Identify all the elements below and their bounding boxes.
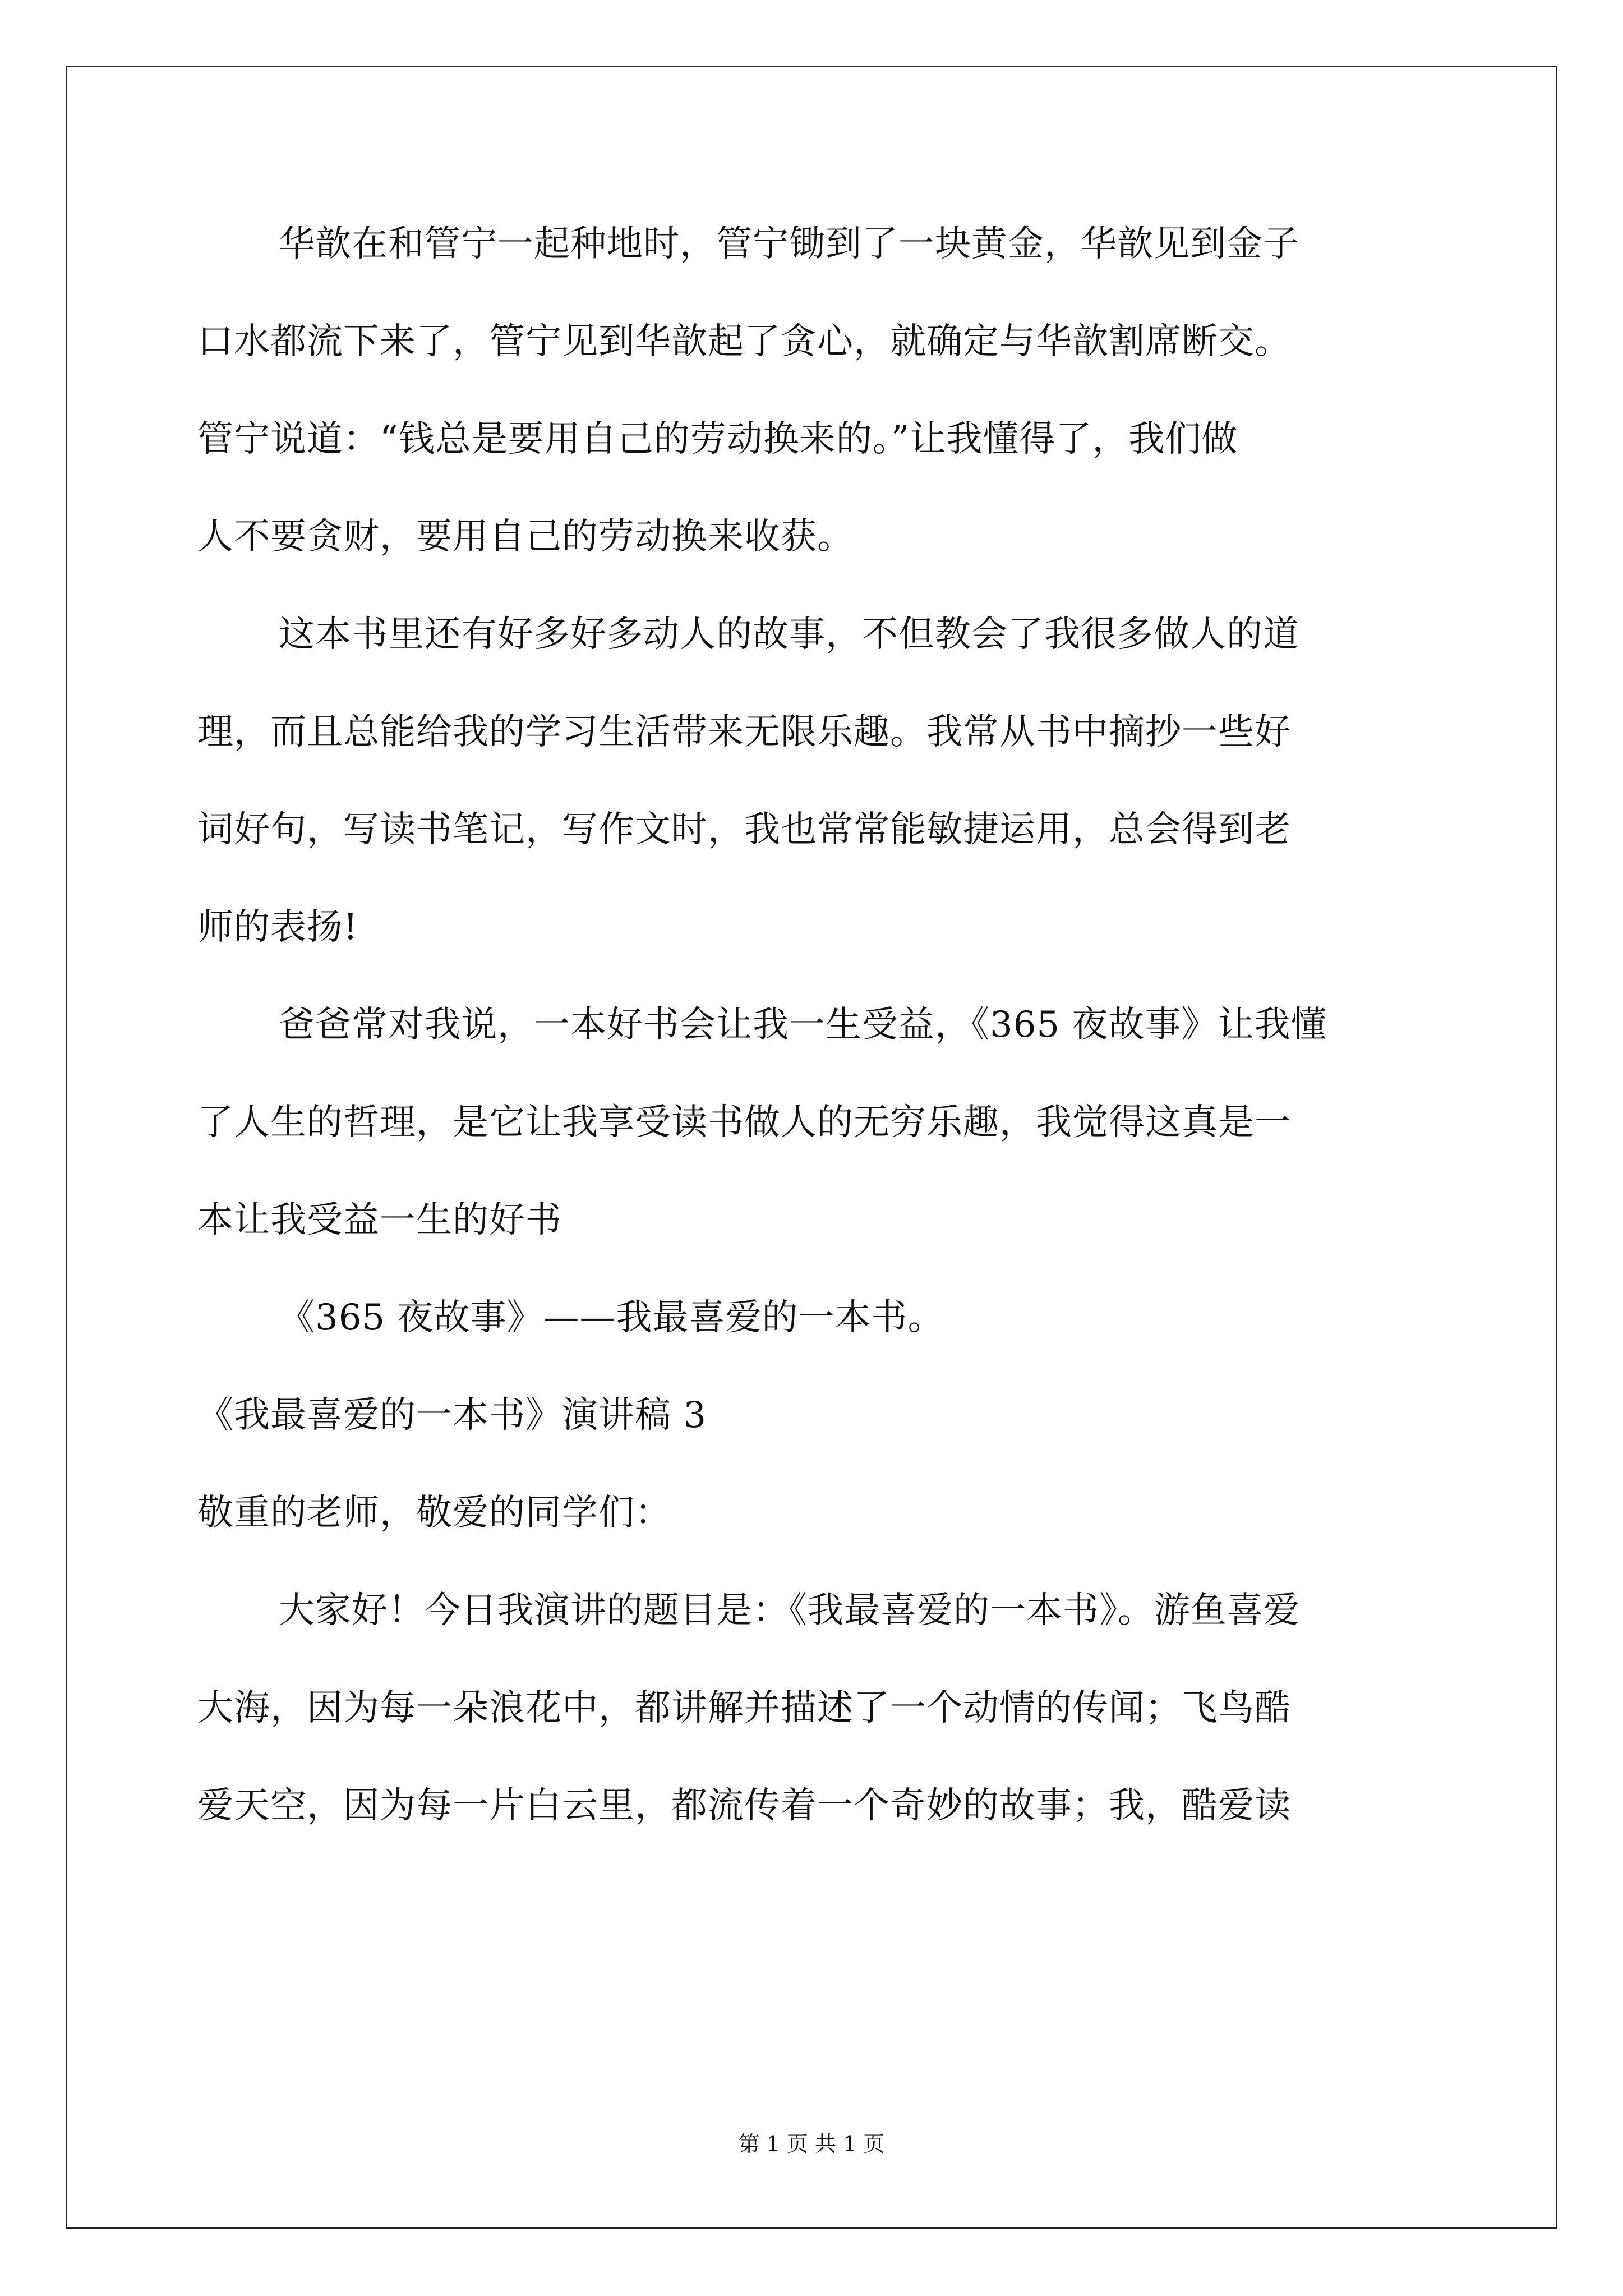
text-line: 词好句，写读书笔记，写作文时，我也常常能敏捷运用，总会得到老 <box>197 809 1291 850</box>
text-line: 华歆在和管宁一起种地时，管宁锄到了一块黄金，华歆见到金子 <box>279 223 1299 265</box>
text-line: 人不要贪财，要用自己的劳动换来收获。 <box>197 516 854 558</box>
text-line: 大家好！今日我演讲的题目是：《我最喜爱的一本书》。游鱼喜爱 <box>279 1590 1300 1631</box>
text-line: 管宁说道：“钱总是要用自己的劳动换来的。”让我懂得了，我们做 <box>197 418 1238 460</box>
page-footer: 第 1 页 共 1 页 <box>738 2132 885 2156</box>
text-line: 本让我受益一生的好书 <box>197 1199 562 1241</box>
salutation: 敬重的老师，敬爱的同学们： <box>197 1492 671 1534</box>
text-line: 口水都流下来了，管宁见到华歆起了贪心，就确定与华歆割席断交。 <box>197 321 1291 362</box>
text-line: 《365 夜故事》——我最喜爱的一本书。 <box>279 1297 944 1338</box>
text-line: 大海，因为每一朵浪花中，都讲解并描述了一个动情的传闻；飞鸟酷 <box>197 1687 1291 1729</box>
text-line: 爱天空，因为每一片白云里，都流传着一个奇妙的故事；我，酷爱读 <box>197 1785 1291 1826</box>
text-line: 爸爸常对我说，一本好书会让我一生受益，《365 夜故事》让我懂 <box>279 1004 1327 1046</box>
section-heading: 《我最喜爱的一本书》演讲稿 3 <box>197 1395 707 1436</box>
text-line: 理，而且总能给我的学习生活带来无限乐趣。我常从书中摘抄一些好 <box>197 711 1291 753</box>
text-line: 师的表扬! <box>197 907 358 948</box>
text-line: 这本书里还有好多好多动人的故事，不但教会了我很多做人的道 <box>279 614 1299 655</box>
text-line: 了人生的哲理，是它让我享受读书做人的无穷乐趣，我觉得这真是一 <box>197 1102 1291 1143</box>
document-body <box>197 222 1431 1828</box>
